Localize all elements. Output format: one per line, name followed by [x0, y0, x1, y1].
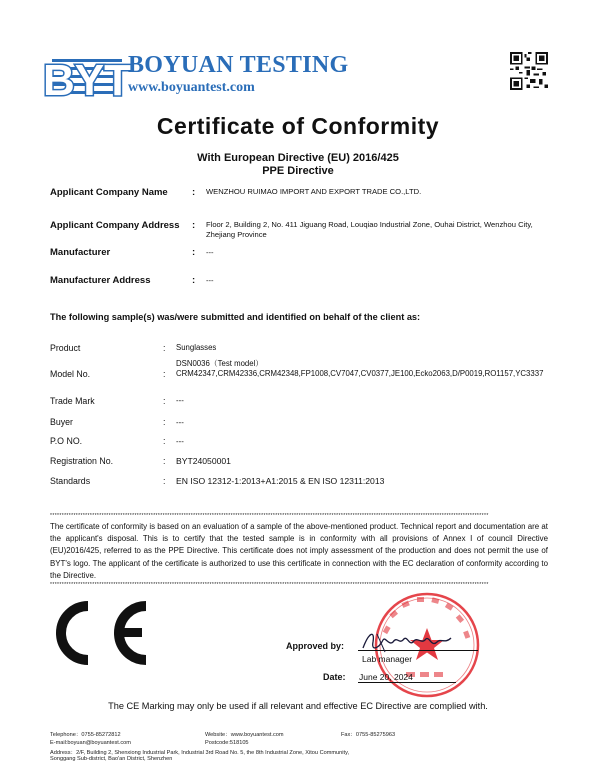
- buyer-value: ---: [176, 418, 184, 427]
- colon: :: [163, 456, 166, 466]
- colon: :: [163, 343, 166, 353]
- applicant-address-label: Applicant Company Address: [50, 220, 180, 231]
- ce-marking-note: The CE Marking may only be used if all relevant and effective EC Directive are complied with.: [108, 701, 488, 711]
- footer-email: E-mail:boyuan@boyuantest.com: [50, 740, 131, 746]
- footer-address-line-2: Songgang Sub-district, Bao'an District, Shenzhen: [50, 756, 173, 762]
- directive-subtitle: With European Directive (EU) 2016/425: [197, 152, 399, 164]
- lab-manager-role: Lab manager: [362, 654, 413, 664]
- colon: :: [163, 417, 166, 427]
- product-label: Product: [50, 343, 81, 353]
- trademark-label: Trade Mark: [50, 396, 95, 406]
- manufacturer-value: ---: [206, 248, 214, 257]
- standards-value: EN ISO 12312-1:2013+A1:2015 & EN ISO 12311:2013: [176, 476, 385, 486]
- date-line: [358, 682, 456, 683]
- conformity-statement: The certificate of conformity is based on an evaluation of a sample of the above-mentioned product. Technical report and documentation are at the applicant's disposal. This is to certify that the tested sample is in conformity with all provisions of Annex I of council Directive (EU)2016/425, referred to as the PPE Directive. This certificate does not imply assessment of the production and does not permit the use of BYT's logo. The applicant of the certificate is authorized to use this certificate in connection with the EC declaration of conformity according to the Directive.: [50, 522, 548, 580]
- footer-fax: Fax：0755-85275963: [341, 732, 396, 738]
- colon: :: [163, 369, 166, 379]
- trademark-value: ---: [176, 396, 184, 405]
- company-website: www.boyuantest.com: [128, 80, 255, 95]
- colon: :: [192, 187, 196, 198]
- ppe-subtitle: PPE Directive: [262, 165, 334, 177]
- footer-telephone: Telephone：0755-85272812: [50, 732, 121, 738]
- footer-website: Website：www.boyuantest.com: [205, 732, 284, 738]
- byt-logo-icon: [43, 51, 131, 105]
- po-label: P.O NO.: [50, 436, 83, 446]
- po-value: ---: [176, 437, 184, 446]
- product-value: Sunglasses: [176, 343, 217, 352]
- svg-text:BYT: BYT: [43, 56, 131, 105]
- applicant-company-label: Applicant Company Name: [50, 187, 168, 198]
- colon: :: [192, 220, 196, 231]
- star-divider: *******************************************************************************************************************************************************************************************: [50, 582, 489, 588]
- standards-label: Standards: [50, 476, 91, 486]
- colon: :: [163, 436, 166, 446]
- applicant-address-value: Floor 2, Building 2, No. 411 Jiguang Road, Louqiao Industrial Zone, Ouhai District, Wenzhou City, Zhejiang Province: [206, 220, 533, 239]
- company-logo-name: BOYUAN TESTING: [128, 52, 349, 78]
- footer-postcode: Postcode:518105: [205, 740, 249, 746]
- ce-mark-icon: [58, 600, 154, 666]
- sample-intro: The following sample(s) was/were submitted and identified on behalf of the client as:: [50, 312, 421, 322]
- colon: :: [163, 476, 166, 486]
- registration-label: Registration No.: [50, 456, 114, 466]
- applicant-company-value: WENZHOU RUIMAO IMPORT AND EXPORT TRADE CO.,LTD.: [206, 187, 422, 196]
- registration-value: BYT24050001: [176, 456, 231, 466]
- page-title: Certificate of Conformity: [156, 113, 440, 139]
- colon: :: [192, 275, 196, 286]
- colon: :: [192, 247, 196, 258]
- manufacturer-address-value: ---: [206, 276, 214, 285]
- date-label: Date:: [323, 672, 346, 682]
- approved-by-label: Approved by:: [286, 641, 345, 651]
- model-label: Model No.: [50, 369, 91, 379]
- manufacturer-label: Manufacturer: [50, 247, 111, 258]
- star-divider: *******************************************************************************************************************************************************************************************: [50, 513, 489, 519]
- model-value: DSN0036（Test model） CRM42347,CRM42336,CRM42348,FP1008,CV7047,CV0377,JE100,Ecko2063,D/P0019,RO1157,YC3337: [176, 359, 544, 378]
- qr-code-icon: [510, 52, 548, 90]
- manufacturer-address-label: Manufacturer Address: [50, 275, 151, 286]
- date-value: June 20, 2024: [359, 672, 413, 682]
- buyer-label: Buyer: [50, 417, 73, 427]
- footer-address-line-1: Address：2/F, Building 2, Shenxiong Industrial Park, Industrial 3rd Road No. 5, the 8th Industrial Zone, Xitou Community,: [50, 750, 350, 756]
- colon: :: [163, 396, 166, 406]
